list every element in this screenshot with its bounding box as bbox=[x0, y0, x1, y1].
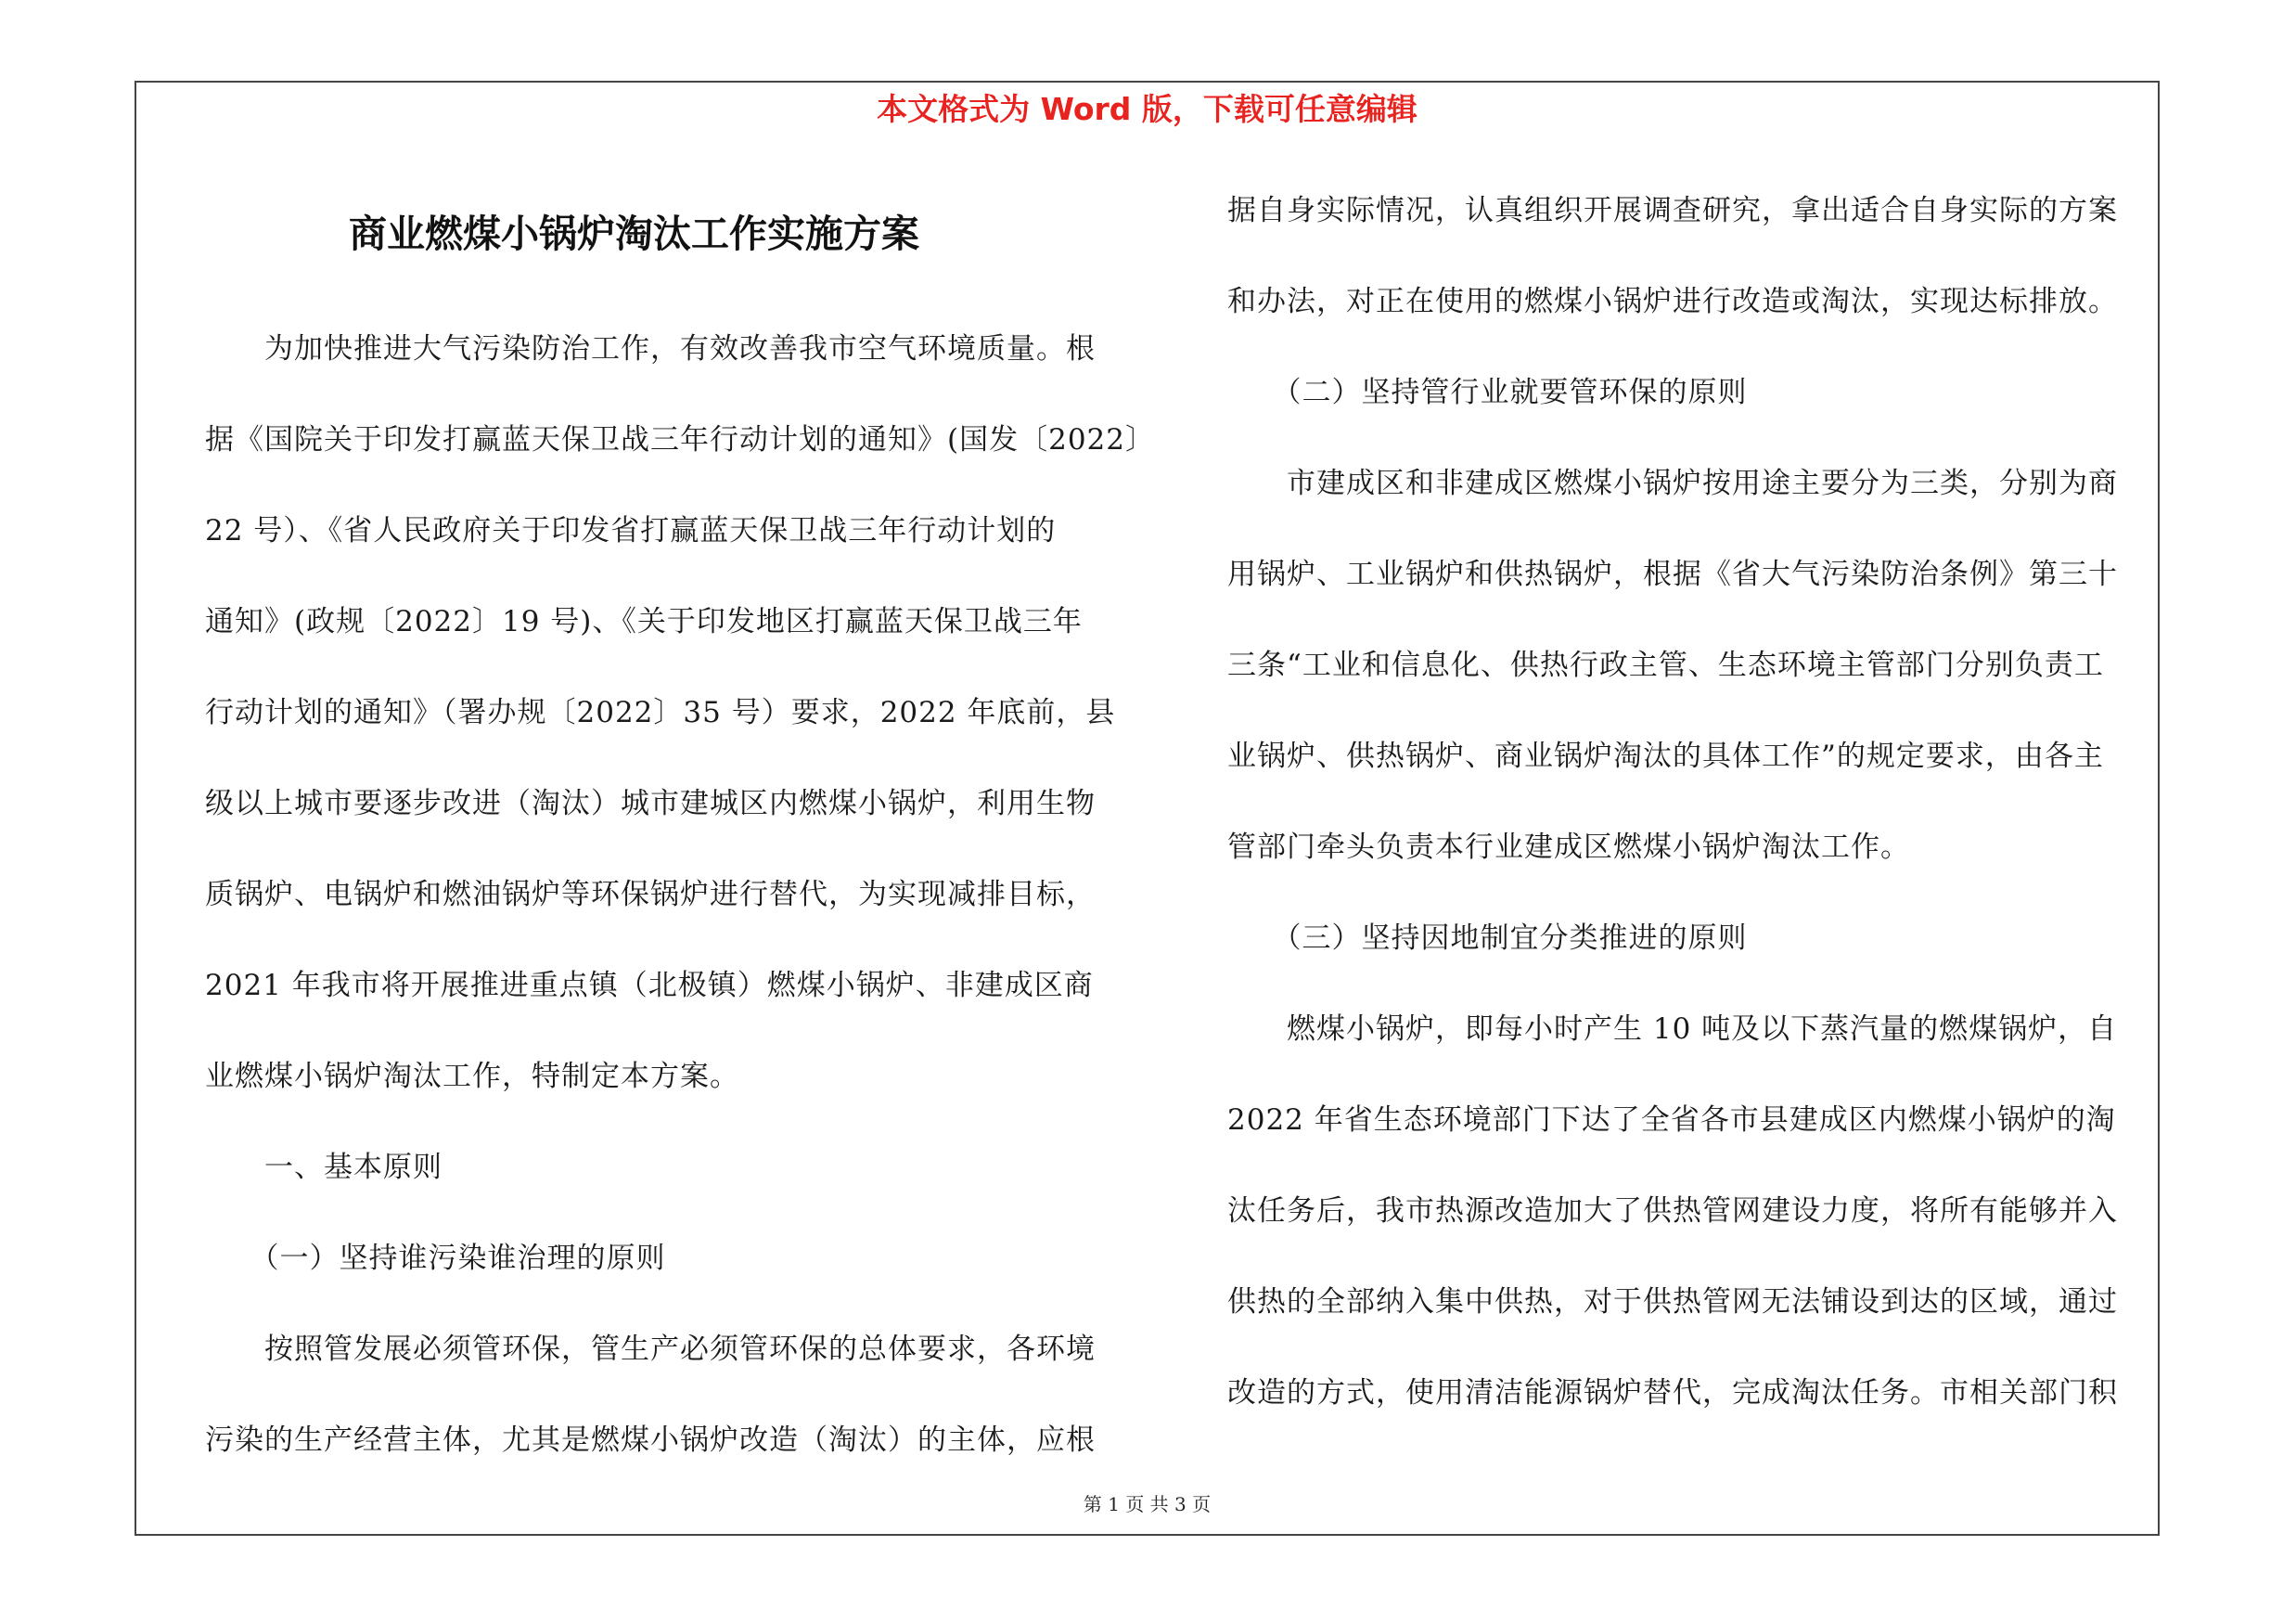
section-heading: 一、基本原则 bbox=[205, 1151, 443, 1184]
body-line: 级以上城市要逐步改进（淘汰）城市建城区内燃煤小锅炉，利用生物 bbox=[205, 787, 1096, 820]
body-line: 汰任务后，我市热源改造加大了供热管网建设力度，将所有能够并入 bbox=[1227, 1194, 2118, 1228]
body-line: 污染的生产经营主体，尤其是燃煤小锅炉改造（淘汰）的主体，应根 bbox=[205, 1423, 1096, 1457]
body-line: 据《国院关于印发打赢蓝天保卫战三年行动计划的通知》(国发〔2022〕 bbox=[205, 423, 1155, 457]
subsection-heading: （二）坚持管行业就要管环保的原则 bbox=[1227, 376, 1748, 409]
body-line: 和办法，对正在使用的燃煤小锅炉进行改造或淘汰，实现达标排放。 bbox=[1227, 285, 2118, 318]
body-line: 据自身实际情况，认真组织开展调查研究，拿出适合自身实际的方案 bbox=[1227, 194, 2118, 227]
body-line: 市建成区和非建成区燃煤小锅炉按用途主要分为三类，分别为商 bbox=[1227, 467, 2118, 500]
body-line: 管部门牵头负责本行业建成区燃煤小锅炉淘汰工作。 bbox=[1227, 831, 1910, 864]
body-line: 2021 年我市将开展推进重点镇（北极镇）燃煤小锅炉、非建成区商 bbox=[205, 969, 1094, 1002]
body-line: 通知》(政规〔2022〕19 号)、《关于印发地区打赢蓝天保卫战三年 bbox=[205, 605, 1083, 638]
word-format-banner: 本文格式为 Word 版，下载可任意编辑 bbox=[877, 91, 1417, 127]
body-line: 供热的全部纳入集中供热，对于供热管网无法铺设到达的区域，通过 bbox=[1227, 1285, 2118, 1319]
document-title: 商业燃煤小锅炉淘汰工作实施方案 bbox=[349, 212, 919, 256]
body-line: 改造的方式，使用清洁能源锅炉替代，完成淘汰任务。市相关部门积 bbox=[1227, 1376, 2118, 1410]
body-line: 业燃煤小锅炉淘汰工作，特制定本方案。 bbox=[205, 1060, 739, 1093]
page-number-footer: 第 1 页 共 3 页 bbox=[1083, 1493, 1212, 1515]
body-line: 按照管发展必须管环保，管生产必须管环保的总体要求，各环境 bbox=[205, 1333, 1096, 1366]
body-line: 行动计划的通知》（署办规〔2022〕35 号）要求，2022 年底前，县 bbox=[205, 696, 1116, 729]
body-line: 2022 年省生态环境部门下达了全省各市县建成区内燃煤小锅炉的淘 bbox=[1227, 1103, 2116, 1137]
body-line: 22 号）、《省人民政府关于印发省打赢蓝天保卫战三年行动计划的 bbox=[205, 514, 1057, 547]
body-line: 为加快推进大气污染防治工作，有效改善我市空气环境质量。根 bbox=[205, 332, 1096, 366]
body-line: 业锅炉、供热锅炉、商业锅炉淘汰的具体工作”的规定要求，由各主 bbox=[1227, 740, 2104, 773]
body-line: 燃煤小锅炉，即每小时产生 10 吨及以下蒸汽量的燃煤锅炉，自 bbox=[1227, 1012, 2118, 1046]
subsection-heading: （三）坚持因地制宜分类推进的原则 bbox=[1227, 921, 1748, 955]
body-line: 三条“工业和信息化、供热行政主管、生态环境主管部门分别负责工 bbox=[1227, 649, 2104, 682]
body-line: 用锅炉、工业锅炉和供热锅炉，根据《省大气污染防治条例》第三十 bbox=[1227, 558, 2118, 591]
body-line: 质锅炉、电锅炉和燃油锅炉等环保锅炉进行替代，为实现减排目标， bbox=[205, 878, 1096, 911]
subsection-heading: （一）坚持谁污染谁治理的原则 bbox=[205, 1242, 666, 1275]
